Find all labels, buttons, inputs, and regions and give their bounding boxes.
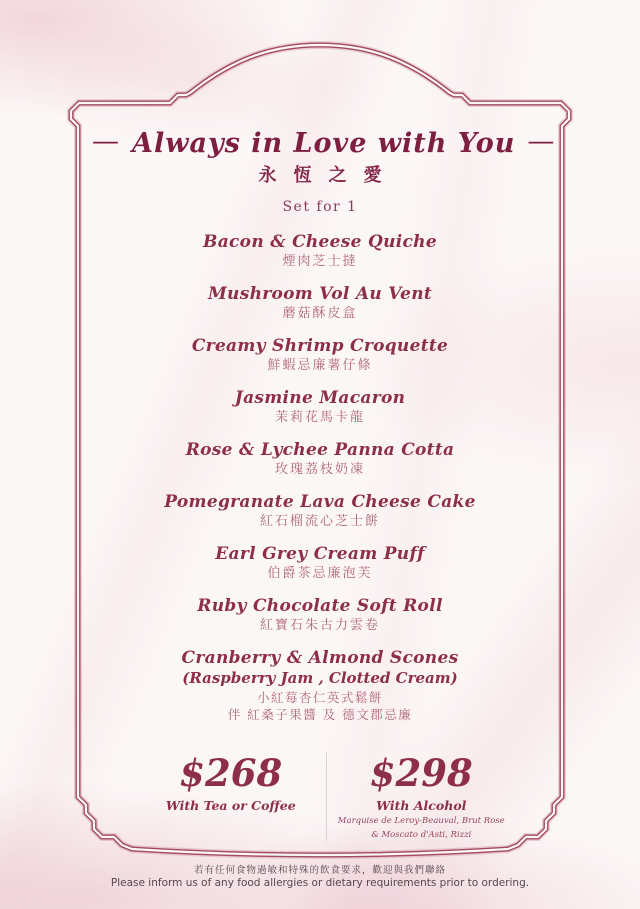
- menu-item-name-en: Bacon & Cheese Quiche: [203, 232, 437, 252]
- title-dash-left: —: [92, 126, 120, 157]
- menu-item: [80, 492, 560, 531]
- menu-item-name-zh: 玫瑰荔枝奶凍: [274, 462, 365, 477]
- menu-item-name-en: Creamy Shrimp Croquette: [191, 336, 449, 356]
- menu-item: [80, 440, 560, 479]
- menu-item-name-zh: 紅寶石朱古力雲卷: [259, 618, 380, 633]
- allergy-note-zh: 若有任何食物過敏和特殊的飲食要求，歡迎與我們聯絡: [193, 865, 446, 876]
- menu-item-name-zh-line2: 伴 紅桑子果醬 及 德文郡忌廉: [227, 707, 413, 722]
- wine-list-line1: Marquise de Leroy-Beauval, Brut Rose: [337, 816, 505, 826]
- menu-card: [80, 128, 560, 841]
- page-title-zh: 永恆之愛: [258, 165, 399, 186]
- price-option-alcohol: [329, 750, 515, 841]
- menu-item-name-en: Ruby Chocolate Soft Roll: [197, 596, 443, 616]
- menu-item-name-en: Pomegranate Lava Cheese Cake: [164, 492, 476, 512]
- menu-item-name-en: Jasmine Macaron: [234, 388, 406, 408]
- menu-item-name-zh: 煙肉芝士撻: [282, 254, 358, 269]
- menu-items: [80, 232, 560, 723]
- menu-item-name-en: Mushroom Vol Au Vent: [207, 284, 433, 304]
- wine-list-line2: & Moscato d'Asti, Rizzi: [371, 830, 472, 840]
- menu-item-name-en: Cranberry & Almond Scones: [181, 648, 459, 668]
- price-amount: $298: [369, 751, 473, 795]
- allergy-note: [0, 865, 640, 890]
- menu-item: [80, 596, 560, 635]
- menu-item: [80, 544, 560, 583]
- price-label: With Alcohol: [376, 798, 467, 813]
- menu-item-name-zh: 小紅莓杏仁英式鬆餅: [256, 690, 383, 705]
- price-option-tea-coffee: [138, 750, 324, 841]
- allergy-note-en: Please inform us of any food allergies or dietary requirements prior to ordering.: [110, 877, 530, 889]
- menu-item-name-zh: 伯爵茶忌廉泡芙: [267, 566, 373, 581]
- price-divider: [326, 752, 327, 841]
- menu-item-name-zh: 鮮蝦忌廉薯仔條: [267, 358, 373, 373]
- menu-item: [80, 336, 560, 375]
- set-for-label: Set for 1: [282, 199, 358, 215]
- price-amount: $268: [179, 751, 283, 795]
- menu-item: [80, 648, 560, 723]
- menu-item: [80, 388, 560, 427]
- price-label: With Tea or Coffee: [165, 798, 296, 813]
- menu-item-name-en: Earl Grey Cream Puff: [215, 544, 425, 564]
- menu-item-name-zh: 蘑菇酥皮盒: [282, 306, 358, 321]
- page-title: [80, 128, 560, 160]
- page-title-text: Always in Love with You: [132, 128, 516, 159]
- menu-item-name-zh: 紅石榴流心芝士餅: [259, 514, 380, 529]
- menu-item-name-en: Rose & Lychee Panna Cotta: [185, 440, 455, 460]
- price-section: [138, 750, 514, 841]
- title-dash-right: —: [527, 126, 556, 157]
- menu-item-name-zh: 茉莉花馬卡龍: [274, 410, 365, 425]
- menu-item: [80, 284, 560, 323]
- menu-item: [80, 232, 560, 271]
- menu-item-note: (Raspberry Jam , Clotted Cream): [182, 669, 458, 687]
